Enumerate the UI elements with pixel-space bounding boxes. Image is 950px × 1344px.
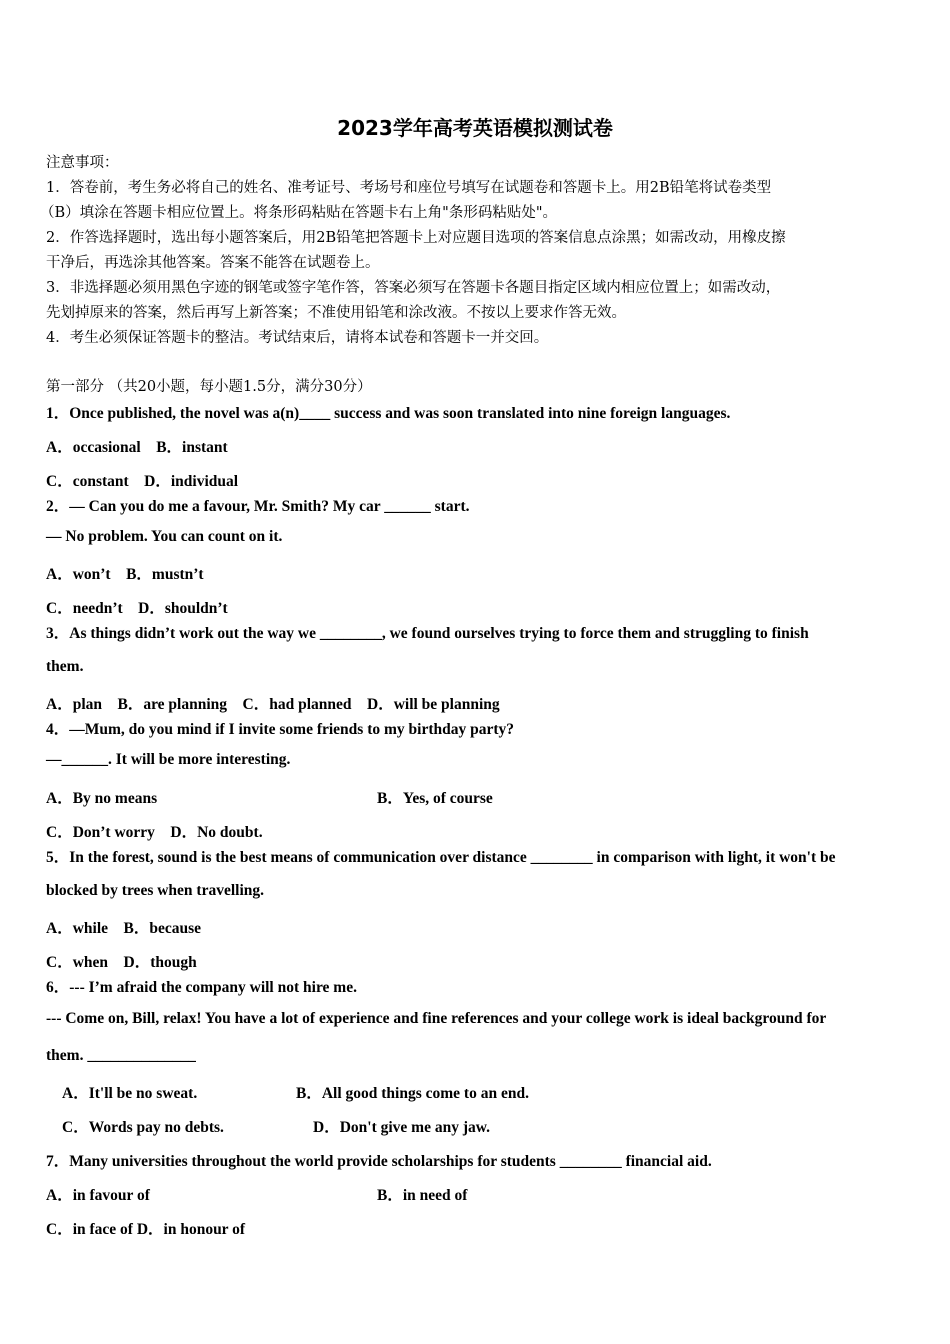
question-4-option-b: B．Yes, of course [377,790,493,807]
question-7-option-a: A．in favour of [46,1187,150,1204]
section-heading: 第一部分 （共20小题，每小题1.5分，满分30分） [46,379,372,395]
question-6-option-a: A．It'll be no sweat. [62,1085,198,1102]
question-3-stem: 3．As things didn’t work out the way we ________, we found ourselves trying to force them and struggling to finish [46,625,809,642]
question-6-option-c: C．Words pay no debts. [62,1119,224,1136]
notice-line: （B）填涂在答题卡相应位置上。将条形码粘贴在答题卡右上角"条形码粘贴处"。 [40,205,557,221]
question-6-reply: --- Come on, Bill, relax! You have a lot of experience and fine references and your college work is ideal background for [46,1010,827,1027]
question-2-options-ab: A．won’t B．mustn’t [46,566,204,583]
question-7-options-cd: C．in face of D．in honour of [46,1221,246,1238]
question-5-stem-cont: blocked by trees when travelling. [46,882,264,899]
notice-line: 2．作答选择题时，选出每小题答案后，用2B铅笔把答题卡上对应题目选项的答案信息点涂黑；如需改动，用橡皮擦 [46,230,786,246]
question-2-reply: — No problem. You can count on it. [46,528,283,545]
question-4-options-cd: C．Don’t worry D．No doubt. [46,824,263,841]
question-1-options-ab: A．occasional B．instant [46,439,228,456]
notice-line: 4．考生必须保证答题卡的整洁。考试结束后，请将本试卷和答题卡一并交回。 [46,330,549,346]
question-4-reply: —______. It will be more interesting. [46,751,291,768]
question-3-stem-cont: them. [46,658,84,675]
question-7-stem: 7．Many universities throughout the world provide scholarships for students ________ financial aid. [46,1153,712,1170]
question-2-stem: 2．— Can you do me a favour, Mr. Smith? My car ______ start. [46,498,470,515]
question-6-option-d: D．Don't give me any jaw. [313,1119,490,1136]
question-4-stem: 4．—Mum, do you mind if I invite some friends to my birthday party? [46,721,515,738]
question-5-stem: 5．In the forest, sound is the best means of communication over distance ________ in comparison with light, it won't be [46,849,836,866]
notice-heading: 注意事项： [46,155,119,171]
question-7-option-b: B．in need of [377,1187,468,1204]
question-4-option-a: A．By no means [46,790,158,807]
notice-line: 干净后，再选涂其他答案。答案不能答在试题卷上。 [46,255,380,271]
question-5-options-ab: A．while B．because [46,920,202,937]
page-title: 2023学年高考英语模拟测试卷 [337,116,613,140]
notice-line: 先划掉原来的答案，然后再写上新答案；不准使用铅笔和涂改液。不按以上要求作答无效。 [46,305,626,321]
question-5-options-cd: C．when D．though [46,954,197,971]
question-2-options-cd: C．needn’t D．shouldn’t [46,600,228,617]
notice-line: 1．答卷前，考生务必将自己的姓名、准考证号、考场号和座位号填写在试题卷和答题卡上。用2B铅笔将试卷类型 [46,180,772,196]
question-1-options-cd: C．constant D．individual [46,473,239,490]
question-6-stem: 6．--- I’m afraid the company will not hire me. [46,979,357,996]
question-6-reply-cont: them. ______________ [46,1047,196,1064]
question-3-options: A．plan B．are planning C．had planned D．will be planning [46,696,500,713]
question-6-option-b: B．All good things come to an end. [296,1085,529,1102]
question-1-stem: 1．Once published, the novel was a(n)____ success and was soon translated into nine foreign languages. [46,405,731,422]
notice-line: 3．非选择题必须用黑色字迹的钢笔或签字笔作答，答案必须写在答题卡各题目指定区域内相应位置上；如需改动， [46,280,781,296]
